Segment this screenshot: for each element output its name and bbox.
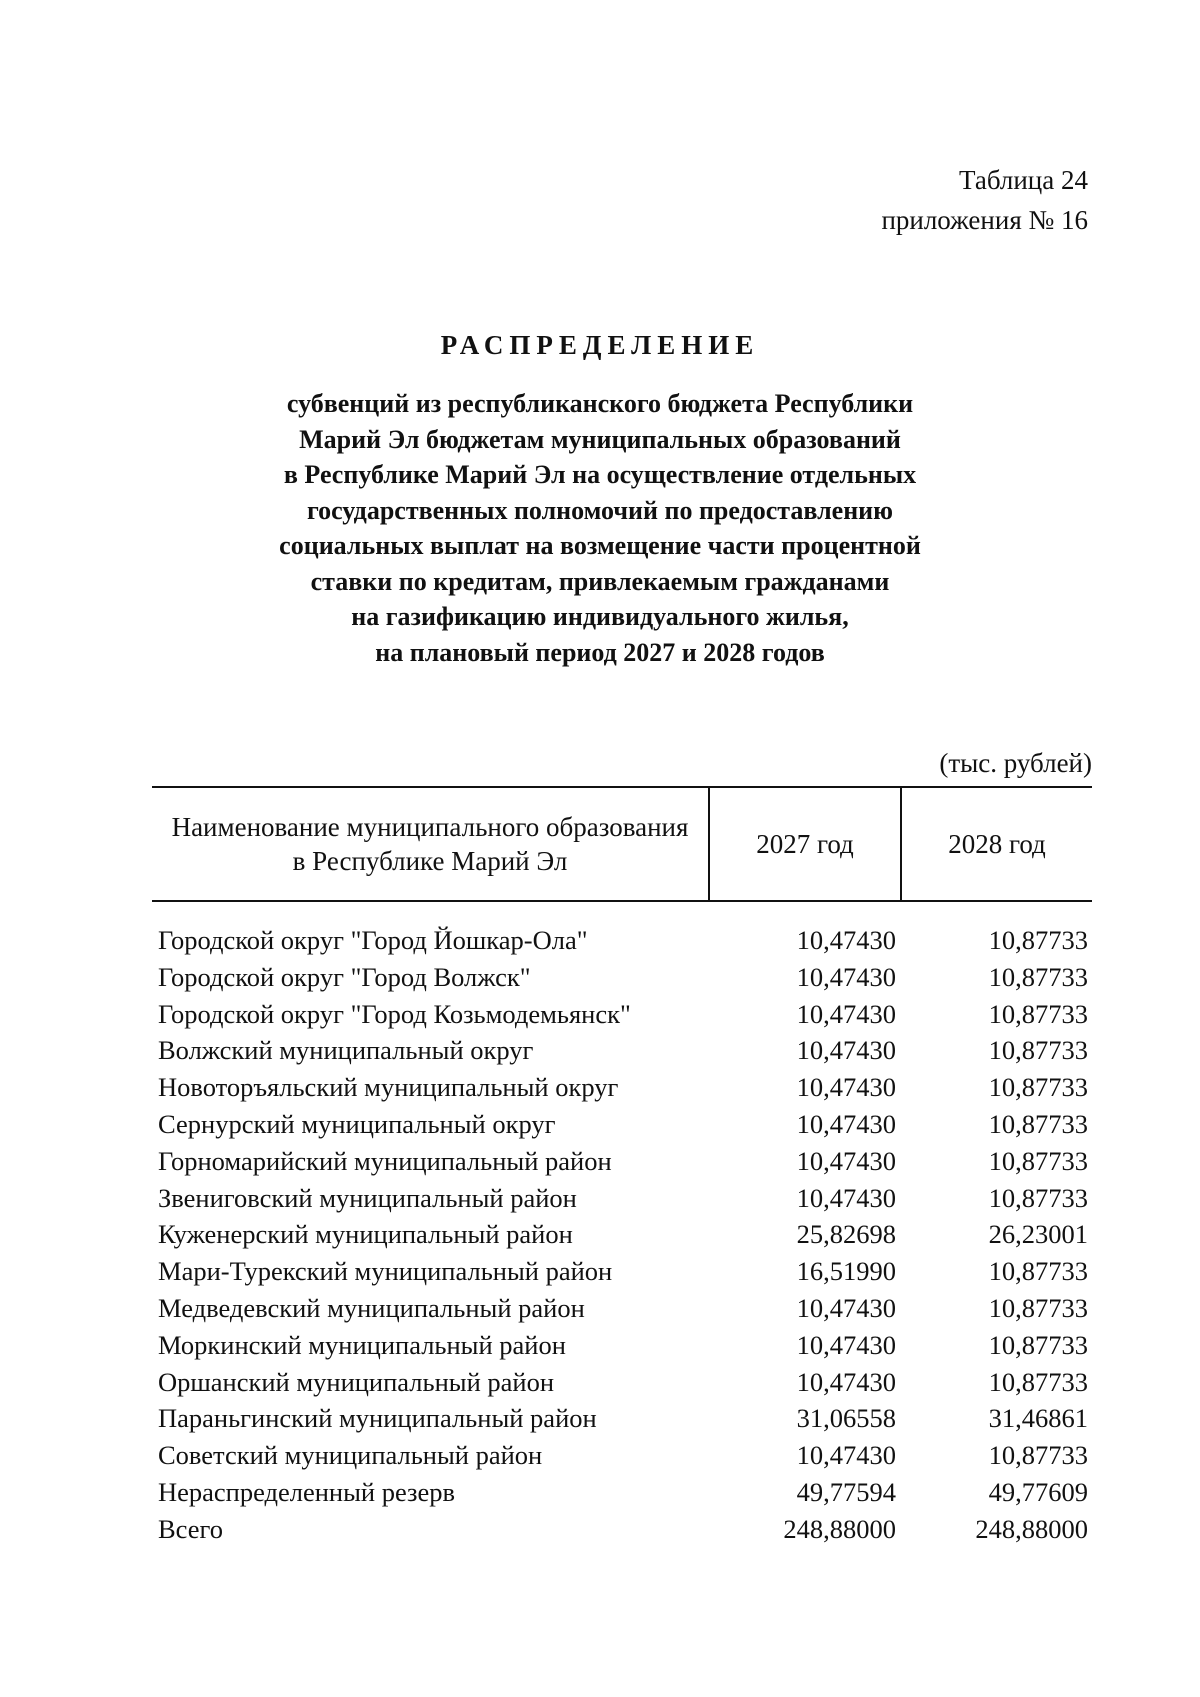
subtitle-line: ставки по кредитам, привлекаемым гражданами xyxy=(310,566,890,596)
value-2027: 16,51990 xyxy=(796,1256,897,1287)
table-row xyxy=(152,1437,1092,1474)
value-2028: 10,87733 xyxy=(988,1145,1088,1176)
value-2028: 49,77609 xyxy=(988,1476,1088,1507)
municipality-name: Медведевский муниципальный район xyxy=(158,1292,585,1323)
value-2027: 10,47430 xyxy=(796,1108,897,1139)
value-2027: 10,47430 xyxy=(796,961,897,992)
municipality-name: Мари-Турекский муниципальный район xyxy=(158,1256,613,1287)
table-row xyxy=(152,1069,1092,1106)
municipality-name: Городской округ "Город Волжск" xyxy=(158,961,531,992)
header-year-2027: 2027 год xyxy=(710,788,902,900)
units-label: (тыс. рублей) xyxy=(939,748,1092,778)
municipality-name: Куженерский муниципальный район xyxy=(158,1219,573,1250)
value-2028: 10,87733 xyxy=(988,1108,1088,1139)
table-row xyxy=(152,1290,1092,1327)
value-2027: 10,47430 xyxy=(796,998,897,1029)
document-subtitle xyxy=(0,386,1200,670)
municipality-name: Параньгинский муниципальный район xyxy=(158,1403,597,1434)
value-2028: 10,87733 xyxy=(988,998,1088,1029)
header-name xyxy=(152,788,710,900)
value-2028: 10,87733 xyxy=(988,925,1088,955)
municipality-name: Городской округ "Город Козьмодемьянск" xyxy=(158,998,631,1029)
value-2027: 248,88000 xyxy=(783,1513,897,1544)
subtitle-line: в Республике Марий Эл на осуществление отдельных xyxy=(283,460,917,489)
municipality-name: Моркинский муниципальный район xyxy=(158,1329,566,1360)
subtitle-line: на газификацию индивидуального жилья, xyxy=(351,602,849,631)
municipality-name: Новоторъяльский муниципальный округ xyxy=(158,1072,619,1103)
subtitle-line: государственных полномочий по предоставлению xyxy=(306,495,894,525)
value-2028: 10,87733 xyxy=(988,1072,1088,1103)
table-header xyxy=(152,786,1092,902)
appendix-reference xyxy=(881,160,1088,240)
value-2028: 248,88000 xyxy=(975,1513,1088,1544)
subtitle-line: Марий Эл бюджетам муниципальных образований xyxy=(299,424,901,454)
value-2027: 10,47430 xyxy=(796,1366,897,1397)
municipality-name: Всего xyxy=(158,1513,223,1544)
table-number: Таблица 24 xyxy=(959,165,1088,195)
table-row xyxy=(152,1253,1092,1290)
header-name-line2: в Республике Марий Эл xyxy=(292,846,568,876)
document-title: РАСПРЕДЕЛЕНИЕ xyxy=(440,330,760,360)
municipality-name: Городской округ "Город Йошкар-Ола" xyxy=(158,925,588,955)
table-row xyxy=(152,959,1092,996)
municipality-name: Звениговский муниципальный район xyxy=(158,1182,577,1213)
value-2028: 26,23001 xyxy=(988,1219,1088,1250)
value-2027: 10,47430 xyxy=(796,1440,897,1471)
subtitle-line: субвенций из республиканского бюджета Республики xyxy=(286,389,914,418)
table-row xyxy=(152,1180,1092,1217)
value-2028: 31,46861 xyxy=(988,1403,1088,1434)
appendix-number: приложения № 16 xyxy=(881,205,1088,235)
municipality-name: Советский муниципальный район xyxy=(158,1440,543,1471)
value-2027: 49,77594 xyxy=(796,1476,897,1507)
value-2027: 10,47430 xyxy=(796,1329,897,1360)
value-2028: 10,87733 xyxy=(988,1182,1088,1213)
table-row xyxy=(152,922,1092,959)
value-2028: 10,87733 xyxy=(988,1292,1088,1323)
table-row xyxy=(152,1143,1092,1180)
value-2027: 31,06558 xyxy=(796,1403,897,1434)
municipality-name: Сернурский муниципальный округ xyxy=(158,1108,556,1139)
value-2028: 10,87733 xyxy=(988,1256,1088,1287)
table-row xyxy=(152,1216,1092,1253)
value-2028: 10,87733 xyxy=(988,1366,1088,1397)
municipality-name: Горномарийский муниципальный район xyxy=(158,1145,612,1176)
municipality-name: Нераспределенный резерв xyxy=(158,1476,456,1507)
table-row-total xyxy=(152,1511,1092,1548)
subtitle-line: социальных выплат на возмещение части процентной xyxy=(279,531,921,560)
value-2027: 10,47430 xyxy=(796,1292,897,1323)
value-2028: 10,87733 xyxy=(988,1440,1088,1471)
table-row xyxy=(152,1364,1092,1401)
municipality-name: Оршанский муниципальный район xyxy=(158,1366,555,1397)
table-row xyxy=(152,1400,1092,1437)
table-row xyxy=(152,996,1092,1033)
value-2027: 10,47430 xyxy=(796,1035,897,1066)
table-row xyxy=(152,1106,1092,1143)
table-row xyxy=(152,1032,1092,1069)
value-2028: 10,87733 xyxy=(988,1329,1088,1360)
subtitle-line: на плановый период 2027 и 2028 годов xyxy=(375,637,825,667)
value-2028: 10,87733 xyxy=(988,1035,1088,1066)
value-2027: 10,47430 xyxy=(796,925,897,955)
value-2027: 10,47430 xyxy=(796,1182,897,1213)
value-2027: 10,47430 xyxy=(796,1072,897,1103)
table-row xyxy=(152,1474,1092,1511)
value-2027: 10,47430 xyxy=(796,1145,897,1176)
value-2028: 10,87733 xyxy=(988,961,1088,992)
header-year-2028: 2028 год xyxy=(948,829,1046,859)
table-row xyxy=(152,1327,1092,1364)
distribution-table xyxy=(152,786,1092,1548)
header-name-line1: Наименование муниципального образования xyxy=(171,812,689,842)
value-2027: 25,82698 xyxy=(796,1219,897,1250)
table-body xyxy=(152,902,1092,1548)
municipality-name: Волжский муниципальный округ xyxy=(158,1035,534,1066)
